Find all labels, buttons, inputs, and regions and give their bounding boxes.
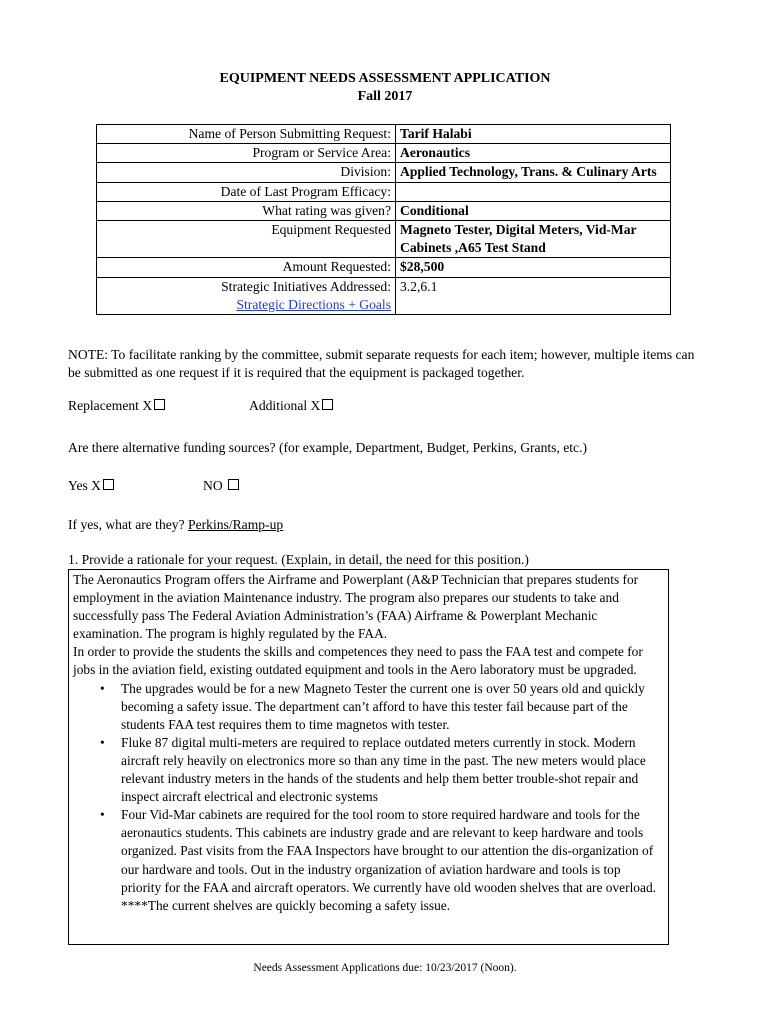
- request-info-table: [96, 124, 671, 315]
- efficacy-date-label: Date of Last Program Efficacy:: [97, 182, 396, 201]
- replacement-label: Replacement X: [68, 398, 153, 413]
- table-row: [97, 144, 671, 163]
- table-row: [97, 258, 671, 277]
- rationale-bullets: [73, 680, 664, 915]
- strategic-directions-link[interactable]: Strategic Directions + Goals: [236, 296, 391, 312]
- bullet-icon: •: [100, 807, 105, 823]
- additional-label: Additional X: [249, 398, 321, 413]
- table-row: [97, 201, 671, 220]
- list-item: [100, 680, 664, 734]
- equipment-value: Magneto Tester, Digital Meters, Vid-Mar Cabinets ,A65 Test Stand: [396, 221, 671, 258]
- bullet-icon: •: [100, 680, 105, 696]
- bullet-icon: •: [100, 734, 105, 750]
- division-value: Applied Technology, Trans. & Culinary Arts: [396, 163, 671, 182]
- name-label: Name of Person Submitting Request:: [97, 125, 396, 144]
- question1-prompt: 1. Provide a rationale for your request. (Explain, in detail, the need for this position.): [68, 552, 529, 567]
- efficacy-date-value: [396, 182, 671, 201]
- document-term: Fall 2017: [357, 89, 413, 104]
- yes-label: Yes X: [68, 478, 101, 493]
- amount-label: Amount Requested:: [97, 258, 396, 277]
- funding-followup-prefix: If yes, what are they?: [68, 517, 189, 532]
- table-row: [97, 125, 671, 144]
- name-value: Tarif Halabi: [396, 125, 671, 144]
- bullet-text: Four Vid-Mar cabinets are required for the tool room to store required hardware and tools for the aeronautics students. This cabinets are industry grade and are relevant to keep hardware and tools organized. Past visits from the FAA Inspectors have brought to our attention the dis-organization of our hardware and tools. Out in the industry organization of aviation hardware and tools is top priority for the FAA and aircraft operators. We currently have old wooden shelves that are overload.: [121, 807, 656, 895]
- initiatives-value: 3.2,6.1: [396, 277, 671, 314]
- rating-value: Conditional: [396, 201, 671, 220]
- closing-text: ****The current shelves are quickly becoming a safety issue.: [121, 897, 451, 913]
- rationale-intro-2: In order to provide the students the skills and competences they need to pass the FAA test and compete for jobs in the aviation field, existing outdated equipment and tools in the Aero laboratory must be upgraded.: [73, 644, 643, 678]
- additional-option[interactable]: [249, 398, 333, 414]
- replacement-option[interactable]: [68, 398, 165, 414]
- program-label: Program or Service Area:: [97, 144, 396, 163]
- list-item-closing: [121, 897, 664, 915]
- no-checkbox[interactable]: [228, 479, 239, 490]
- list-item: [100, 806, 664, 896]
- rating-label: What rating was given?: [97, 201, 396, 220]
- table-row: [97, 163, 671, 182]
- yes-option[interactable]: [68, 478, 114, 494]
- table-row: [97, 221, 671, 258]
- funding-followup-answer: Perkins/Ramp-up: [188, 517, 284, 532]
- footer-due-date: Needs Assessment Applications due: 10/23/2017 (Noon).: [253, 962, 517, 974]
- rationale-intro: The Aeronautics Program offers the Airframe and Powerplant (A&P Technician that prepares students for employment in the aviation Maintenance industry. The program also prepares our students to take and successfully pass The Federal Aviation Administration’s (FAA) Airframe & Powerplant Mechanic examination. The program is highly regulated by the FAA.: [73, 572, 639, 642]
- replacement-checkbox[interactable]: [154, 399, 165, 410]
- table-row: [97, 182, 671, 201]
- additional-checkbox[interactable]: [322, 399, 333, 410]
- note-text: NOTE: To facilitate ranking by the committee, submit separate requests for each item; however, multiple items can be submitted as one request if it is required that the equipment is packaged together.: [68, 347, 695, 380]
- rationale-box[interactable]: [68, 569, 669, 945]
- initiatives-label: Strategic Initiatives Addressed:: [221, 278, 391, 294]
- initiatives-label-cell: [97, 277, 396, 314]
- funding-followup: [68, 516, 708, 534]
- funding-question: Are there alternative funding sources? (for example, Department, Budget, Perkins, Grants, etc.): [68, 440, 588, 455]
- no-label: NO: [203, 478, 223, 493]
- bullet-text: Fluke 87 digital multi-meters are required to replace outdated meters currently in stock. Modern aircraft rely heavily on electronics more so than any time in the past. The new meters would place relevant industry meters in the hands of the students and help them better trouble-shot repair and inspect aircraft electrical and electronic systems: [121, 734, 646, 805]
- list-item: [100, 734, 664, 806]
- bullet-text: The upgrades would be for a new Magneto Tester the current one is over 50 years old and quickly becoming a safety issue. The department can’t afford to have this tester fail because part of the students FAA test requires them to time magnetos with tester.: [121, 680, 645, 732]
- equipment-label: Equipment Requested: [97, 221, 396, 258]
- table-row: [97, 277, 671, 314]
- yes-checkbox[interactable]: [103, 479, 114, 490]
- division-label: Division:: [97, 163, 396, 182]
- amount-value: $28,500: [396, 258, 671, 277]
- no-option[interactable]: [203, 478, 239, 494]
- document-title: EQUIPMENT NEEDS ASSESSMENT APPLICATION: [219, 71, 551, 86]
- program-value: Aeronautics: [396, 144, 671, 163]
